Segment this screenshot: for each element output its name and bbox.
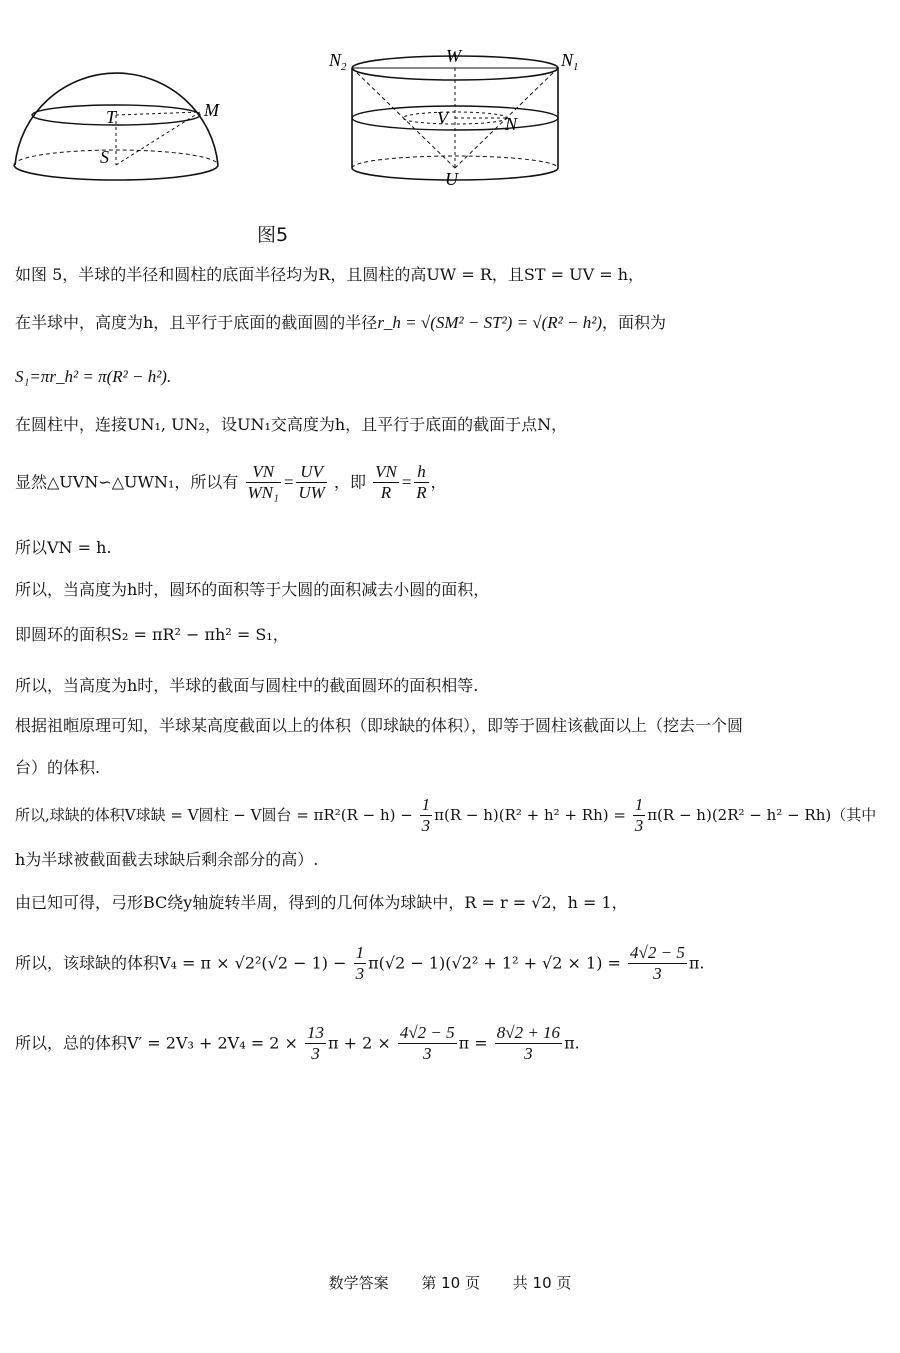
cylinder-figure <box>325 40 595 194</box>
fraction-vn-wn1: $\frac{VN}{\text{WN₁}}$ <box>247 462 279 503</box>
line-13: h为半球被截面截去球缺后剩余部分的高）. <box>15 850 319 869</box>
equals-sign-2: = <box>400 472 413 492</box>
line-4: 在圆柱中，连接UN₁, UN₂，设UN₁交高度为h，且平行于底面的截面于点N， <box>15 415 568 434</box>
line-16-post: π. <box>564 1033 580 1053</box>
line-3: S₁=πr_h² = π(R² − h²). <box>15 367 172 386</box>
line-5-pre: 显然△UVN∽△UWN₁，所以有 <box>15 472 239 492</box>
line-2-pre: 在半球中，高度为h，且平行于底面的截面圆的半径 <box>15 313 378 332</box>
line-12-post: π(R − h)(2R² − h² − Rh)（其中 <box>647 805 877 824</box>
line-12 <box>15 795 876 837</box>
label-S: S <box>100 147 109 167</box>
line-12-pre: 所以,球缺的体积V球缺 = V圆柱 − V圆台 = πR²(R − h) − <box>15 805 418 824</box>
line-16-mid: π + 2 × <box>327 1033 396 1053</box>
label-M: M <box>204 100 219 120</box>
equals-sign: = <box>282 472 295 492</box>
fraction-one-third-2: $\frac{1}{3}$ <box>634 795 644 836</box>
line-5-end: ， <box>430 472 447 492</box>
line-11: 台）的体积. <box>15 758 101 777</box>
line-16-mid2: π = <box>458 1033 493 1053</box>
footer-page-number: 第 10 页 <box>421 1274 480 1292</box>
line-9: 所以，当高度为h时，半球的截面与圆柱中的截面圆环的面积相等. <box>15 676 479 695</box>
line-15-post: π. <box>688 953 705 973</box>
fraction-total: $\frac{8√2 + 16}{3}$ <box>496 1023 561 1064</box>
line-15 <box>15 943 704 985</box>
cylinder-svg <box>325 40 595 190</box>
label-T: T <box>106 107 117 127</box>
footer-total-pages: 共 10 页 <box>512 1274 572 1292</box>
line-2-math: r_h = √(SM² − ST²) = √(R² − h²) <box>377 313 603 332</box>
line-16 <box>15 1023 580 1065</box>
hemisphere-base-front <box>14 165 218 180</box>
fraction-one-third: $\frac{1}{3}$ <box>421 795 431 836</box>
line-2-post: ，面积为 <box>602 313 667 332</box>
line-10: 根据祖暅原理可知，半球某高度截面以上的体积（即球缺的体积），即等于圆柱该截面以上（挖去一个圆 <box>15 716 744 735</box>
fraction-uv-uw: $\frac{UV}{UW}$ <box>298 462 325 503</box>
label-V: V <box>437 108 448 128</box>
fraction-h-r: $\frac{h}{R}$ <box>416 462 427 503</box>
fraction-one-third-3: $\frac{1}{3}$ <box>355 943 365 984</box>
fraction-vn-r: $\frac{VN}{R}$ <box>375 462 397 503</box>
line-2 <box>15 312 666 334</box>
figure-caption: 图5 <box>257 224 289 246</box>
hemisphere-figure <box>10 50 230 194</box>
line-12-mid: π(R − h)(R² + h² + Rh) = <box>434 805 631 824</box>
line-TM <box>116 112 200 115</box>
line-7: 所以，当高度为h时，圆环的面积等于大圆的面积减去小圆的面积， <box>15 580 490 599</box>
line-15-mid: π(√2 − 1)(√2² + 1² + √2 × 1) = <box>368 953 627 973</box>
line-SM <box>116 112 200 165</box>
line-15-pre: 所以，该球缺的体积V₄ = π × √2²(√2 − 1) − <box>15 953 352 973</box>
label-W: W <box>446 46 461 66</box>
footer-subject: 数学答案 <box>328 1274 389 1292</box>
line-5-mid: ，即 <box>333 472 366 492</box>
hemisphere-svg <box>10 50 230 190</box>
line-1: 如图 5，半球的半径和圆柱的底面半径均为R，且圆柱的高UW = R，且ST = UV = h， <box>15 265 645 284</box>
label-N2: $N_2$ <box>329 50 347 73</box>
fraction-13-3: $\frac{13}{3}$ <box>306 1023 324 1064</box>
fraction-v4-result: $\frac{4√2 - 5}{3}$ <box>630 943 685 984</box>
line-16-pre: 所以，总的体积V′ = 2V₃ + 2V₄ = 2 × <box>15 1033 303 1053</box>
line-14: 由已知可得，弓形BC绕y轴旋转半周，得到的几何体为球缺中，R = r = √2，h = 1， <box>15 893 628 912</box>
label-N: N <box>505 114 518 134</box>
line-5 <box>15 462 447 504</box>
fraction-4r2-5: $\frac{4√2 - 5}{3}$ <box>399 1023 455 1064</box>
page-footer <box>0 1272 900 1293</box>
line-6: 所以VN = h. <box>15 538 112 557</box>
label-N1: $N_1$ <box>561 50 579 73</box>
line-8: 即圆环的面积S₂ = πR² − πh² = S₁， <box>15 625 289 644</box>
label-U: U <box>445 169 458 189</box>
